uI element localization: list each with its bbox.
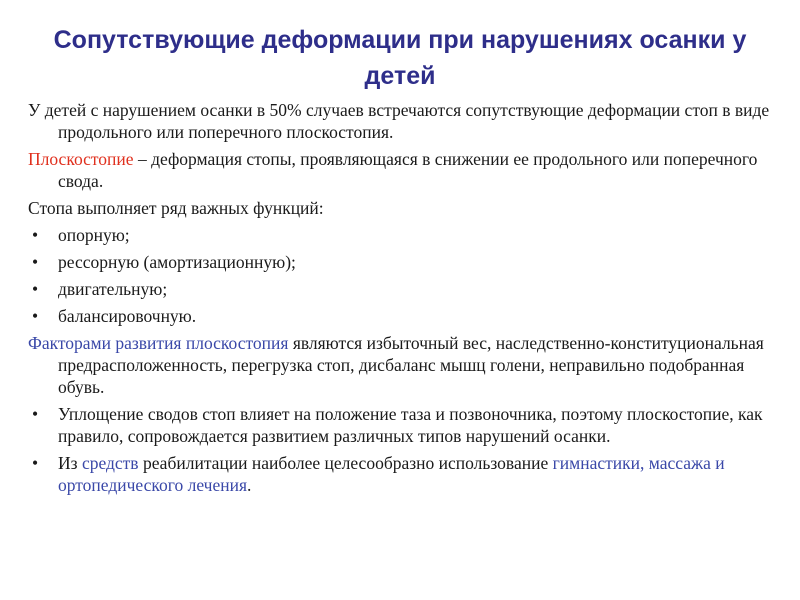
paragraph-foot-functions-intro: Стопа выполняет ряд важных функций: [28,198,324,218]
bullet-icon: • [32,404,39,424]
rehab-end: . [247,475,252,495]
list-item-function [28,251,788,273]
term-flatfoot-factors: Факторами развития плоскостопия [28,333,289,353]
paragraph-flatfoot-definition [28,148,788,192]
slide-body [28,99,788,501]
list-item-function [28,305,788,327]
rehab-mid: реабилитации наиболее целесообразно использование [138,453,553,473]
paragraph-posture-deformities: У детей с нарушением осанки в 50% случаев встречаются сопутствующие деформации стоп в виде продольного или поперечного плоскостопия. [28,100,770,142]
arch-flattening-text: Уплощение сводов стоп влияет на положение таза и позвоночника, поэтому плоскостопие, как правило, сопровождается развитием различных типов нарушений осанки. [58,404,763,446]
function-label: балансировочную. [58,306,197,326]
flatfoot-definition-text: – деформация стопы, проявляющаяся в снижении ее продольного или поперечного свода. [58,149,758,191]
rehab-pre: Из [58,453,82,473]
bullet-icon: • [32,453,39,473]
factors-text: являются избыточный вес, наследственно-конституциональная предрасположенность, перегрузка стоп, дисбаланс мышц голени, неправильно подобранная обувь. [58,333,764,397]
term-means: средств [81,453,139,473]
bullet-icon: • [32,225,39,245]
function-label: двигательную; [58,279,168,299]
term-flatfoot: Плоскостопие [28,149,134,169]
bullet-icon: • [32,252,39,272]
slide-title: Сопутствующие деформации при нарушениях осанки у детей [53,26,747,90]
function-label: опорную; [58,225,130,245]
list-item-function [28,224,788,246]
paragraph-flatfoot-factors [28,332,788,398]
list-item-rehabilitation [28,452,788,496]
term-therapies: гимнастики, массажа и ортопедического лечения [58,453,725,495]
list-item-function [28,278,788,300]
function-label: рессорную (амортизационную); [58,252,296,272]
list-item-arch-flattening [28,403,788,447]
bullet-icon: • [32,279,39,299]
bullet-icon: • [32,306,39,326]
